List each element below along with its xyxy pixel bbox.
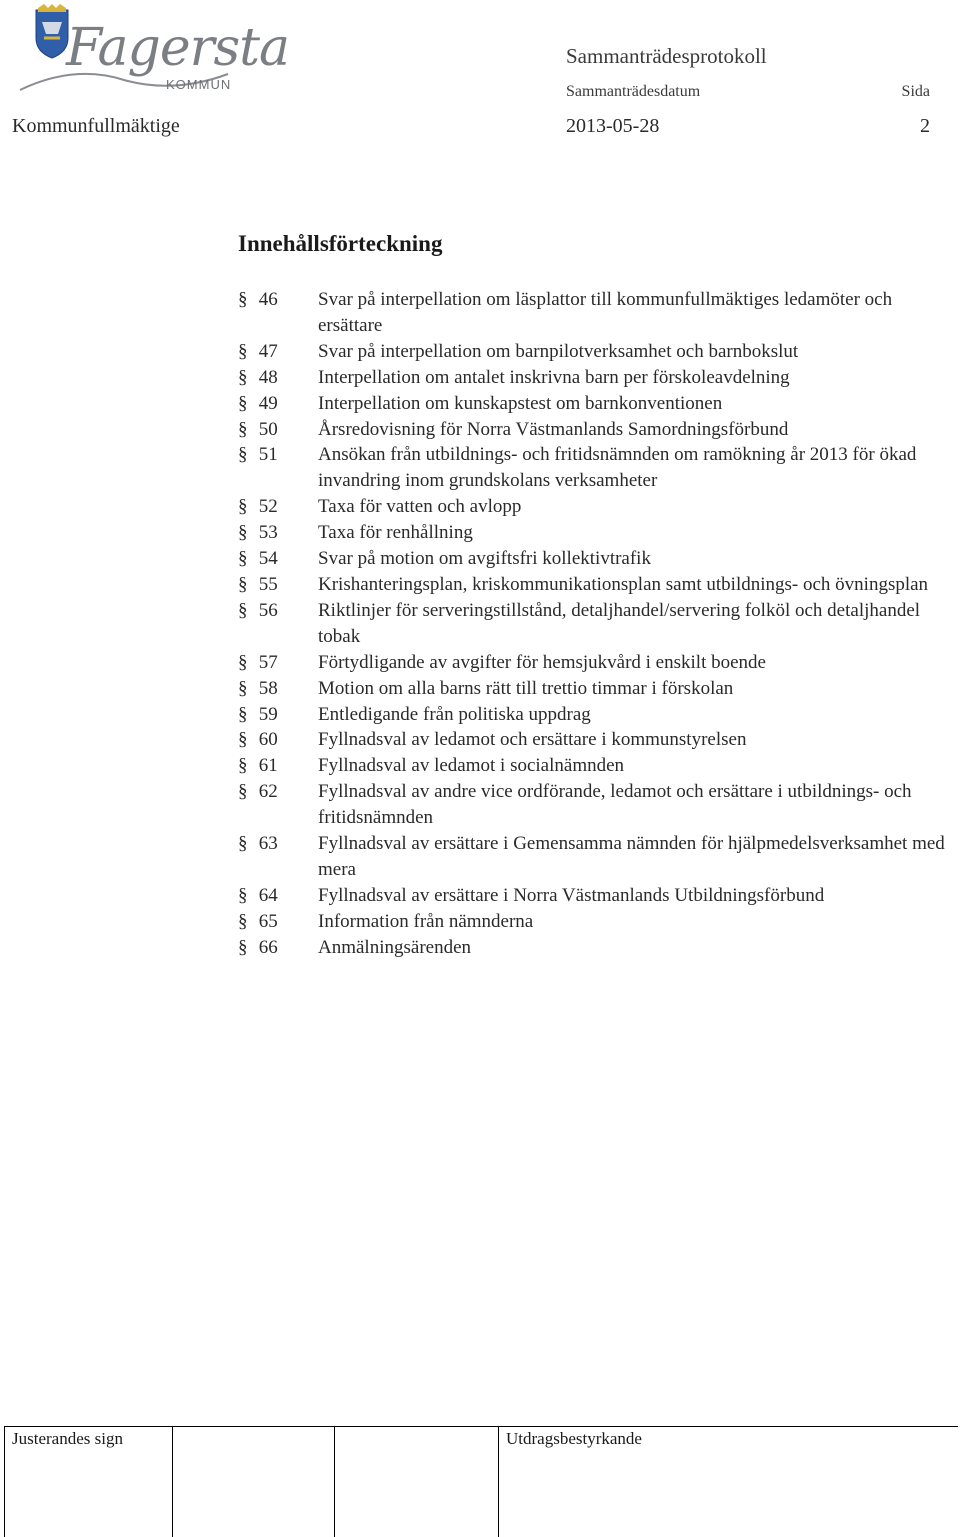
toc-item-text: Anmälningsärenden [318,936,472,958]
section-sign-icon: § [238,651,248,673]
toc-item [238,598,953,650]
toc-item [238,365,953,391]
toc-item-number [238,753,318,779]
section-sign-icon: § [238,755,248,777]
toc-item [238,572,953,598]
toc-item-text: Ansökan från utbildnings- och fritidsnämnden om ramökning år 2013 för ökad invandring inom grundskolans verksamheter [318,444,917,492]
municipality-logo [14,4,290,96]
section-sign-icon: § [238,573,248,595]
logo-wordmark: Fagersta [66,18,290,78]
meeting-date-label: Sammanträdesdatum [566,83,701,100]
toc-title: Innehållsförteckning [238,231,443,256]
toc-item-number-value: 52 [258,496,278,518]
toc-item-text: Svar på motion om avgiftsfri kollektivtrafik [318,548,651,570]
toc-item-number [238,935,318,961]
toc-item-text: Fyllnadsval av ledamot och ersättare i kommunstyrelsen [318,729,747,751]
toc-item [238,909,953,935]
toc-item-number [238,339,318,365]
footer-cell-extract [498,1427,959,1537]
utdragsbestyrkande-label: Utdragsbestyrkande [506,1429,642,1448]
section-sign-icon: § [238,548,248,570]
toc-item [238,494,953,520]
toc-item-number-value: 53 [258,522,278,544]
toc-item-number [238,702,318,728]
toc-item-number-value: 60 [258,729,278,751]
toc-item [238,753,953,779]
toc-item-number [238,417,318,443]
toc-item-number-value: 47 [258,340,278,362]
toc-item [238,883,953,909]
toc-item [238,417,953,443]
toc-item-number-value: 65 [258,910,278,932]
section-sign-icon: § [238,418,248,440]
toc-item-number [238,883,318,909]
toc-item [238,391,953,417]
toc-item [238,727,953,753]
toc-item [238,702,953,728]
toc-item-number-value: 62 [258,781,278,803]
toc-item-number-value: 63 [258,833,278,855]
toc-item-text: Krishanteringsplan, kriskommunikationsplan samt utbildnings- och övningsplan [318,573,929,595]
toc-item-number [238,598,318,650]
toc-item-number [238,391,318,417]
toc-item-text: Svar på interpellation om barnpilotverksamhet och barnbokslut [318,340,799,362]
toc-item-text: Riktlinjer för serveringstillstånd, detaljhandel/servering folköl och detaljhandel tobak [318,599,921,647]
toc-item-text: Årsredovisning för Norra Västmanlands Samordningsförbund [318,418,789,440]
toc-item-number-value: 50 [258,418,278,440]
section-sign-icon: § [238,496,248,518]
section-sign-icon: § [238,677,248,699]
body-name: Kommunfullmäktige [12,115,180,137]
toc-item-text: Information från nämnderna [318,910,534,932]
toc-item-number-value: 48 [258,366,278,388]
toc-item-number-value: 55 [258,573,278,595]
section-sign-icon: § [238,522,248,544]
toc-item-number [238,365,318,391]
toc-item [238,650,953,676]
toc-item-number-value: 66 [258,936,278,958]
toc-item [238,779,953,831]
toc-item-text: Förtydligande av avgifter för hemsjukvård i enskilt boende [318,651,766,673]
toc-item-number-value: 46 [258,289,278,310]
toc-item-number [238,572,318,598]
toc-item-number-value: 57 [258,651,278,673]
toc-item-text: Fyllnadsval av ersättare i Norra Västmanlands Utbildningsförbund [318,884,825,906]
toc-item-text: Taxa för renhållning [318,522,473,544]
section-sign-icon: § [238,781,248,803]
section-sign-icon: § [238,599,248,621]
toc-item-number-value: 61 [258,755,278,777]
section-sign-icon: § [238,444,248,466]
toc-item-number-value: 51 [258,444,278,466]
toc-item [238,287,953,339]
toc-item-number-value: 59 [258,703,278,725]
toc-item-number [238,442,318,494]
toc-item-text: Fyllnadsval av andre vice ordförande, ledamot och ersättare i utbildnings- och fritidsnämnden [318,781,912,829]
section-sign-icon: § [238,884,248,906]
toc-item [238,546,953,572]
toc-item-text: Interpellation om antalet inskrivna barn per förskoleavdelning [318,366,790,388]
toc-item-text: Fyllnadsval av ersättare i Gemensamma nämnden för hjälpmedelsverksamhet med mera [318,833,945,880]
footer-signature-table [4,1426,958,1537]
toc-item [238,676,953,702]
toc-item-number-value: 56 [258,599,278,621]
toc-item [238,831,953,883]
toc-item [238,442,953,494]
meeting-date: 2013-05-28 [566,115,660,137]
section-sign-icon: § [238,366,248,388]
toc-item-number [238,831,318,883]
section-sign-icon: § [238,910,248,932]
footer-cell-sign-3 [334,1427,499,1537]
section-sign-icon: § [238,936,248,958]
toc-item [238,520,953,546]
toc-list [238,287,953,961]
toc-item-text: Motion om alla barns rätt till trettio timmar i förskolan [318,677,734,699]
page-number: 2 [920,115,930,137]
toc-item-number [238,727,318,753]
footer-cell-sign-2 [172,1427,335,1537]
section-sign-icon: § [238,729,248,751]
toc-item-text: Interpellation om kunskapstest om barnkonventionen [318,392,723,414]
toc-item-number [238,909,318,935]
toc-item [238,935,953,961]
toc-item-text: Taxa för vatten och avlopp [318,496,522,518]
footer-cell-sign [4,1427,173,1537]
toc-item-number [238,520,318,546]
logo-subtext: KOMMUN [166,77,232,92]
toc-item-number-value: 58 [258,677,278,699]
page-label: Sida [901,83,930,100]
toc-item-number [238,650,318,676]
toc-item-number-value: 64 [258,884,278,906]
section-sign-icon: § [238,340,248,362]
toc-item-number [238,287,318,339]
section-sign-icon: § [238,703,248,725]
section-sign-icon: § [238,392,248,414]
document-type: Sammanträdesprotokoll [566,44,767,68]
toc-item-number-value: 54 [258,548,278,570]
toc-item-text: Fyllnadsval av ledamot i socialnämnden [318,755,625,777]
toc-item-text: Entledigande från politiska uppdrag [318,703,591,725]
toc-item [238,339,953,365]
toc-item-number-value: 49 [258,392,278,414]
toc-item-text: Svar på interpellation om läsplattor till kommunfullmäktiges ledamöter och ersättare [318,289,893,336]
toc-item-number [238,546,318,572]
toc-item-number [238,779,318,831]
justerandes-sign-label: Justerandes sign [12,1429,123,1448]
toc-item-number [238,494,318,520]
section-sign-icon: § [238,833,248,855]
toc-item-number [238,676,318,702]
section-sign-icon: § [238,289,248,310]
